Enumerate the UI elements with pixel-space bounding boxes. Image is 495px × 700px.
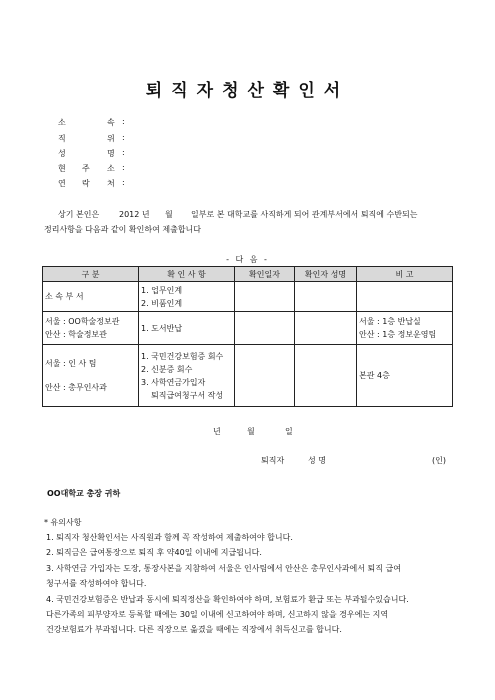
- note-item: 청구서를 작성하여야 합니다.: [46, 579, 147, 588]
- signature-line: 퇴직자 성 명 (인): [261, 456, 446, 465]
- date-cell[interactable]: [235, 345, 295, 407]
- date-cell[interactable]: [235, 312, 295, 345]
- info-row-affiliation: 소 속 :: [58, 117, 125, 127]
- table-row: [43, 345, 453, 407]
- header-date: 확인일자: [235, 267, 295, 282]
- confirmer-cell[interactable]: [295, 282, 357, 312]
- header-check-items: 확 인 사 항: [139, 267, 235, 282]
- note-item: 1. 퇴직자 청산확인서는 사직원과 함께 꼭 작성하여 제출하여야 합니다.: [46, 533, 293, 542]
- remarks-cell: 본관 4층: [357, 345, 453, 407]
- confirmer-cell[interactable]: [295, 345, 357, 407]
- header-remarks: 비 고: [357, 267, 453, 282]
- note-item: 다른가족의 피부양자로 등록할 때에는 30일 이내에 신고하여야 하며, 신고하지 않을 경우에는 지역: [46, 610, 389, 619]
- addressee: OO대학교 총장 귀하: [47, 489, 121, 498]
- items-cell: 1. 업무인계 2. 비품인계: [139, 282, 235, 312]
- info-row-address: 현 주 소 :: [58, 163, 125, 173]
- info-row-name: 성 명 :: [58, 148, 125, 158]
- dept-cell: 소 속 부 서: [43, 282, 139, 312]
- note-item: 건강보험료가 부과됩니다. 다른 직장으로 옮겼을 때에는 직장에서 취득신고를 합니다.: [46, 625, 342, 634]
- document-title: 퇴직자청산확인서: [145, 81, 350, 101]
- remarks-cell: 서울 : 1층 반납실 안산 : 1층 정보운영팀: [357, 312, 453, 345]
- note-item: 4. 국민건강보험증은 반납과 동시에 퇴직정산을 확인하여야 하며, 보험료가 환급 또는 부과될수있습니다.: [46, 595, 409, 604]
- info-row-position: 직 위 :: [58, 133, 125, 143]
- section-heading: - 다 음 -: [226, 255, 269, 264]
- table-row: [43, 282, 453, 312]
- info-row-contact: 연 락 처 :: [58, 178, 125, 188]
- date-cell[interactable]: [235, 282, 295, 312]
- notes-heading: * 유의사항: [44, 518, 82, 527]
- remarks-cell: [357, 282, 453, 312]
- items-cell: 1. 도서반납: [139, 312, 235, 345]
- header-category: 구 분: [43, 267, 139, 282]
- table-row: [43, 312, 453, 345]
- dept-cell: 서울 : 인 사 팀 안산 : 총무인사과: [43, 345, 139, 407]
- dept-cell: 서울 : OO학술정보관 안산 : 학술정보관: [43, 312, 139, 345]
- confirmer-cell[interactable]: [295, 312, 357, 345]
- clearance-table: [42, 266, 453, 407]
- header-confirmer: 확인자 성명: [295, 267, 357, 282]
- items-cell: 1. 국민건강보험증 회수 2. 신분증 회수 3. 사학연금가입자 퇴직급여청구서 작성: [139, 345, 235, 407]
- table-header-row: [43, 267, 453, 282]
- seal-mark: (인): [432, 456, 446, 465]
- date-line: 년 월 일: [213, 427, 293, 436]
- note-item: 3. 사학연금 가입자는 도장, 통장사본을 지참하여 서울은 인사팀에서 안산은 총무인사과에서 퇴직 급여: [46, 564, 401, 573]
- note-item: 2. 퇴직금은 급여통장으로 퇴직 후 약40일 이내에 지급됩니다.: [46, 548, 262, 557]
